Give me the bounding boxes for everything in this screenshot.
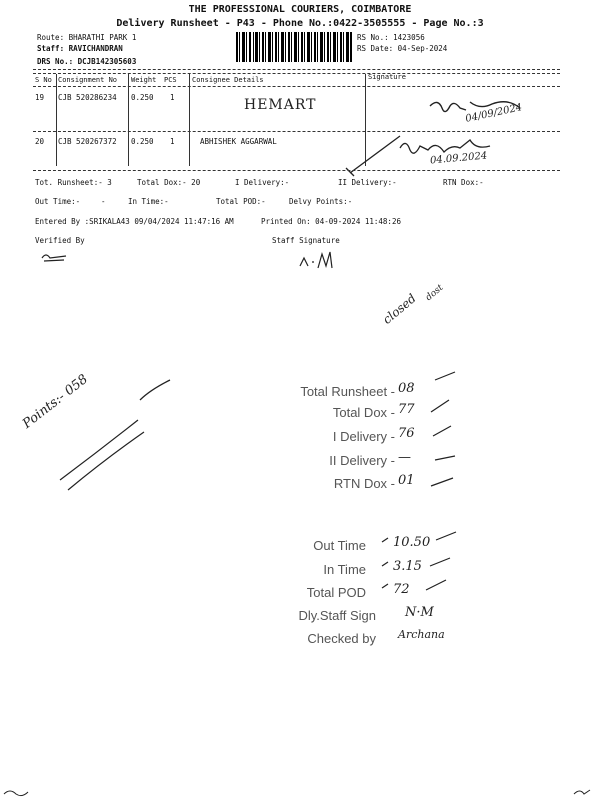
row-pcs: 1 bbox=[170, 93, 175, 102]
stamp-block1-ticks bbox=[425, 368, 465, 498]
tot-runsheet: Tot. Runsheet:- 3 bbox=[35, 178, 112, 187]
col-pcs: PCS bbox=[164, 76, 177, 84]
stamp-rtn-dox-label: RTN Dox - bbox=[333, 476, 395, 491]
printed-on: Printed On: 04-09-2024 11:48:26 bbox=[261, 217, 401, 226]
stamp-ii-delivery-label: II Delivery - bbox=[329, 453, 395, 468]
stamp-out-time-value: 10.50 bbox=[393, 535, 431, 550]
row-consignee: ABHISHEK AGGARWAL bbox=[200, 137, 277, 146]
row-consignment: CJB 520286234 bbox=[58, 93, 117, 102]
col-signature: Signature bbox=[368, 73, 406, 81]
stamp-in-time-label: In Time bbox=[323, 562, 366, 577]
col-consignee: Consignee Details bbox=[192, 76, 264, 84]
points-check-marks bbox=[20, 360, 180, 520]
out-time-dash: - bbox=[101, 197, 106, 206]
entered-by: Entered By :SRIKALA43 09/04/2024 11:47:16 AM bbox=[35, 217, 234, 226]
staff-signature: Staff Signature bbox=[272, 236, 340, 245]
col-divider bbox=[189, 74, 190, 166]
closed-note-2: dost bbox=[424, 282, 446, 304]
runsheet-subtitle: Delivery Runsheet - P43 - Phone No.:0422-3505555 - Page No.:3 bbox=[116, 18, 484, 29]
delvy-points: Delvy Points:- bbox=[289, 197, 353, 206]
staff-signature-scribble bbox=[298, 248, 343, 273]
out-time: Out Time:- bbox=[35, 197, 81, 206]
col-consignment: Consignment No bbox=[58, 76, 118, 84]
rtn-dox: RTN Dox:- bbox=[443, 178, 484, 187]
row-sno: 20 bbox=[35, 137, 45, 146]
row-weight: 0.250 bbox=[131, 93, 154, 102]
stamp-dly-staff-sign-label: Dly.Staff Sign bbox=[298, 608, 376, 623]
total-dox: Total Dox:- 20 bbox=[137, 178, 201, 187]
col-divider bbox=[56, 74, 57, 166]
row-pcs: 1 bbox=[170, 137, 175, 146]
table-top-rule bbox=[33, 69, 560, 70]
stamp-out-time-label: Out Time bbox=[313, 538, 366, 553]
stamp-block2-ticks bbox=[380, 530, 470, 600]
verified-signature bbox=[40, 250, 70, 262]
rs-no-label: RS No.: 1423056 bbox=[357, 33, 425, 42]
closed-note: closed bbox=[380, 291, 419, 327]
rs-date-label: RS Date: 04-Sep-2024 bbox=[357, 44, 448, 53]
stamp-total-runsheet-label: Total Runsheet - bbox=[300, 384, 395, 399]
i-delivery: I Delivery:- bbox=[235, 178, 290, 187]
ii-delivery: II Delivery:- bbox=[338, 178, 397, 187]
points-note: Points:- 058 bbox=[20, 371, 91, 432]
stamp-total-pod-label: Total POD bbox=[306, 585, 366, 600]
stamp-checked-by-value: Archana bbox=[398, 628, 445, 641]
row-signature-date: 04/09/2024 bbox=[464, 102, 524, 125]
stamp-total-runsheet-value: 08 bbox=[398, 381, 415, 396]
stamp-dly-staff-sign-value: N·M bbox=[405, 605, 434, 620]
table-top-rule-2 bbox=[33, 73, 560, 74]
row-consignment: CJB 520267372 bbox=[58, 137, 117, 146]
stamp-ii-delivery-value: — bbox=[398, 450, 411, 465]
stamp-total-pod-value: 72 bbox=[393, 582, 410, 597]
stamp-total-dox-value: 77 bbox=[398, 402, 415, 417]
header-rule bbox=[33, 86, 560, 87]
stamp-rtn-dox-value: 01 bbox=[398, 473, 415, 488]
stamp-i-delivery-value: 76 bbox=[398, 426, 415, 441]
stamp-checked-by-label: Checked by bbox=[307, 631, 376, 646]
col-sno: S No bbox=[35, 76, 52, 84]
table-bottom-rule bbox=[33, 170, 560, 171]
corner-mark bbox=[2, 788, 32, 798]
barcode bbox=[236, 32, 352, 62]
route-label: Route: BHARATHI PARK 1 bbox=[37, 33, 137, 42]
signature-scribble bbox=[420, 96, 540, 126]
company-title: THE PROFESSIONAL COURIERS, COIMBATORE bbox=[188, 4, 412, 15]
row-handwritten-consignee: HEMART bbox=[244, 97, 317, 113]
col-divider bbox=[128, 74, 129, 166]
row-weight: 0.250 bbox=[131, 137, 154, 146]
stamp-total-dox-label: Total Dox - bbox=[332, 405, 395, 420]
row-sno: 19 bbox=[35, 93, 45, 102]
stamp-in-time-value: 3.15 bbox=[393, 559, 422, 574]
col-weight: Weight bbox=[131, 76, 157, 84]
total-pod: Total POD:- bbox=[216, 197, 266, 206]
in-time: In Time:- bbox=[128, 197, 169, 206]
staff-label: Staff: RAVICHANDRAN bbox=[37, 44, 123, 53]
drs-label: DRS No.: DCJB142305603 bbox=[37, 57, 137, 66]
verified-by: Verified By bbox=[35, 236, 85, 245]
corner-mark bbox=[572, 786, 592, 798]
row-signature-date: 04.09.2024 bbox=[429, 150, 488, 167]
stamp-i-delivery-label: I Delivery - bbox=[332, 429, 395, 444]
